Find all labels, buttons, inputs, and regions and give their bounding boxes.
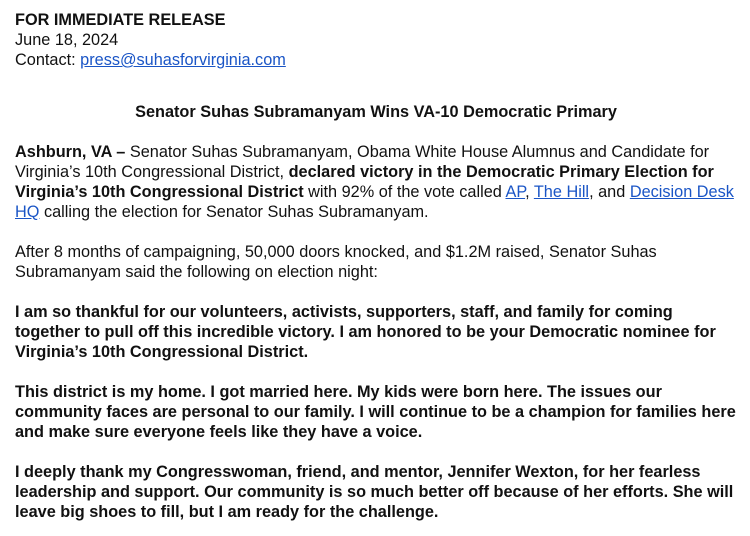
campaign-summary-paragraph: After 8 months of campaigning, 50,000 doors knocked, and $1.2M raised, Senator Suhas Subramanyam said the following on election night: <box>15 243 657 281</box>
quote-paragraph-2: This district is my home. I got married here. My kids were born here. The issues our community faces are personal to our family. I will continue to be a champion for families here and make sure everyone feels like they have a voice. <box>15 383 736 441</box>
intro-text-2: with 92% of the vote called <box>303 183 506 201</box>
intro-sep-1: , <box>525 183 534 201</box>
intro-text-3: calling the election for Senator Suhas Subramanyam. <box>39 203 429 221</box>
headline: Senator Suhas Subramanyam Wins VA-10 Democratic Primary <box>135 103 617 121</box>
quote-paragraph-1: I am so thankful for our volunteers, activists, supporters, staff, and family for coming together to pull off this incredible victory. I am honored to be your Democratic nominee for Virginia’s 10th Congressional District. <box>15 303 716 361</box>
contact-line <box>15 50 737 70</box>
release-label: FOR IMMEDIATE RELEASE <box>15 11 226 29</box>
decision-desk-hq-link[interactable]: Decision Desk HQ <box>15 183 734 221</box>
the-hill-link[interactable]: The Hill <box>533 183 590 201</box>
intro-paragraph <box>15 142 737 222</box>
quote-paragraph-3: I deeply thank my Congresswoman, friend, and mentor, Jennifer Wexton, for her fearless leadership and support. Our community is so much better off because of her efforts. She will leave big shoes to fill, but I am ready for the challenge. <box>15 463 734 521</box>
contact-email-link[interactable]: press@suhasforvirginia.com <box>80 51 286 69</box>
intro-text-1: Senator Suhas Subramanyam, Obama White House Alumnus and Candidate for Virginia’s 10th Congressional District, <box>15 143 710 181</box>
release-date: June 18, 2024 <box>15 31 119 49</box>
contact-label: Contact: <box>15 51 81 69</box>
intro-sep-2: , and <box>589 183 630 201</box>
press-release-document <box>15 10 737 522</box>
intro-bold-claim: declared victory in the Democratic Primary Election for Virginia’s 10th Congressional District <box>15 163 714 201</box>
dateline: Ashburn, VA – <box>15 143 126 161</box>
ap-link[interactable]: AP <box>505 183 526 201</box>
